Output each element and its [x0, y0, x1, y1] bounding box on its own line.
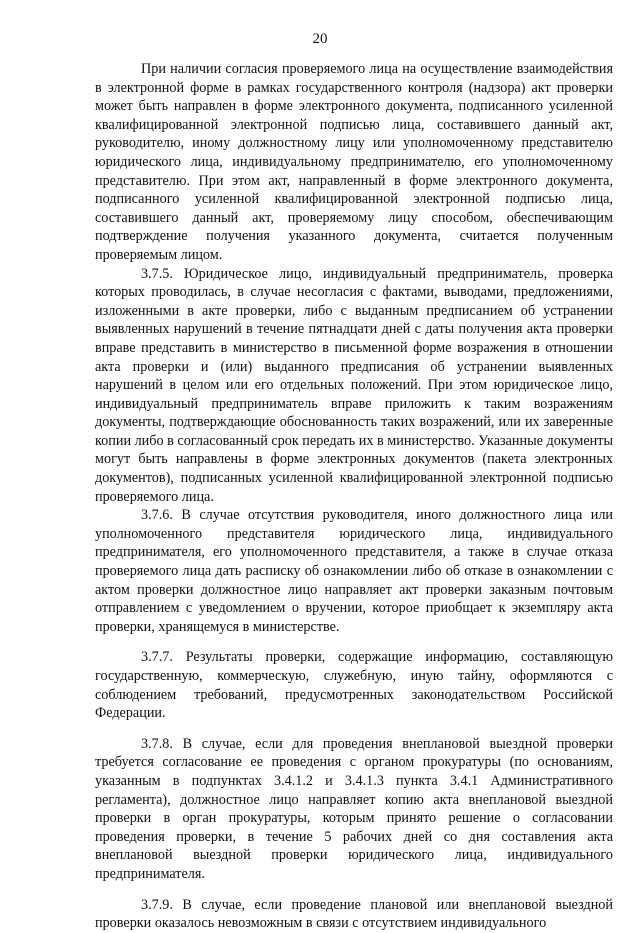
paragraph-3-7-6: 3.7.6. В случае отсутствия руководителя, иного должностного лица или уполномоченного представителя юридического лица, индивидуального предпринимателя, его уполномоченного представителя, а также в случае отказа проверяемого лица дать расписку об ознакомлении либо об отказе в ознакомлении с актом проверки должностное лицо направляет акт проверки заказным почтовым отправлением с уведомлением о вручении, которое приобщает к экземпляру акта проверки, хранящемуся в министерстве.	[95, 507, 613, 635]
paragraph-3-7-8: 3.7.8. В случае, если для проведения внеплановой выездной проверки требуется согласование ее проведения с органом прокуратуры (по основаниям, указанным в подпунктах 3.4.1.2 и 3.4.1.3 пункта 3.4.1 Административного регламента), должностное лицо направляет копию акта внеплановой выездной проверки в орган прокуратуры, которым принято решение о согласовании проведения проверки, в течение 5 рабочих дней со дня составления акта внеплановой выездной проверки юридического лица, индивидуального предпринимателя.	[95, 735, 613, 882]
page-number: 20	[312, 31, 328, 47]
paragraph-3-7-9: 3.7.9. В случае, если проведение плановой или внеплановой выездной проверки оказалось невозможным в связи с отсутствием индивидуального	[95, 896, 613, 932]
paragraph-consent-electronic-act: При наличии согласия проверяемого лица на осуществление взаимодействия в электронной форме в рамках государственного контроля (надзора) акт проверки может быть направлен в форме электронного документа, подписанного усиленной квалифицированной электронной подписью лица, составившего данный акт, руководителю, иному должностному лицу или уполномоченному представителю юридического лица, индивидуальному предпринимателю, его уполномоченному представителю. При этом акт, направленный в форме электронного документа, подписанного усиленной квалифицированной электронной подписью лица, составившего данный акт, проверяемому лицу способом, обеспечивающим подтверждение получения указанного документа, считается полученным проверяемым лицом.	[95, 61, 613, 263]
paragraph-3-7-7: 3.7.7. Результаты проверки, содержащие информацию, составляющую государственную, коммерческую, служебную, иную тайну, оформляются с соблюдением требований, предусмотренных законодательством Российской Федерации.	[95, 649, 613, 722]
document-body	[95, 60, 613, 933]
paragraph-3-7-5: 3.7.5. Юридическое лицо, индивидуальный предприниматель, проверка которых проводилась, в случае несогласия с фактами, выводами, предложениями, изложенными в акте проверки, либо с выданным предписанием об устранении выявленных нарушений в течение пятнадцати дней с даты получения акта проверки вправе представить в министерство в письменной форме возражения в отношении акта проверки и (или) выданного предписания об устранении выявленных нарушений в целом или его отдельных положений. При этом юридическое лицо, индивидуальный предприниматель вправе приложить к таким возражениям документы, подтверждающие обоснованность таких возражений, или их заверенные копии либо в согласованный срок передать их в министерство. Указанные документы могут быть направлены в форме электронных документов (пакета электронных документов), подписанных усиленной квалифицированной электронной подписью проверяемого лица.	[95, 265, 613, 505]
